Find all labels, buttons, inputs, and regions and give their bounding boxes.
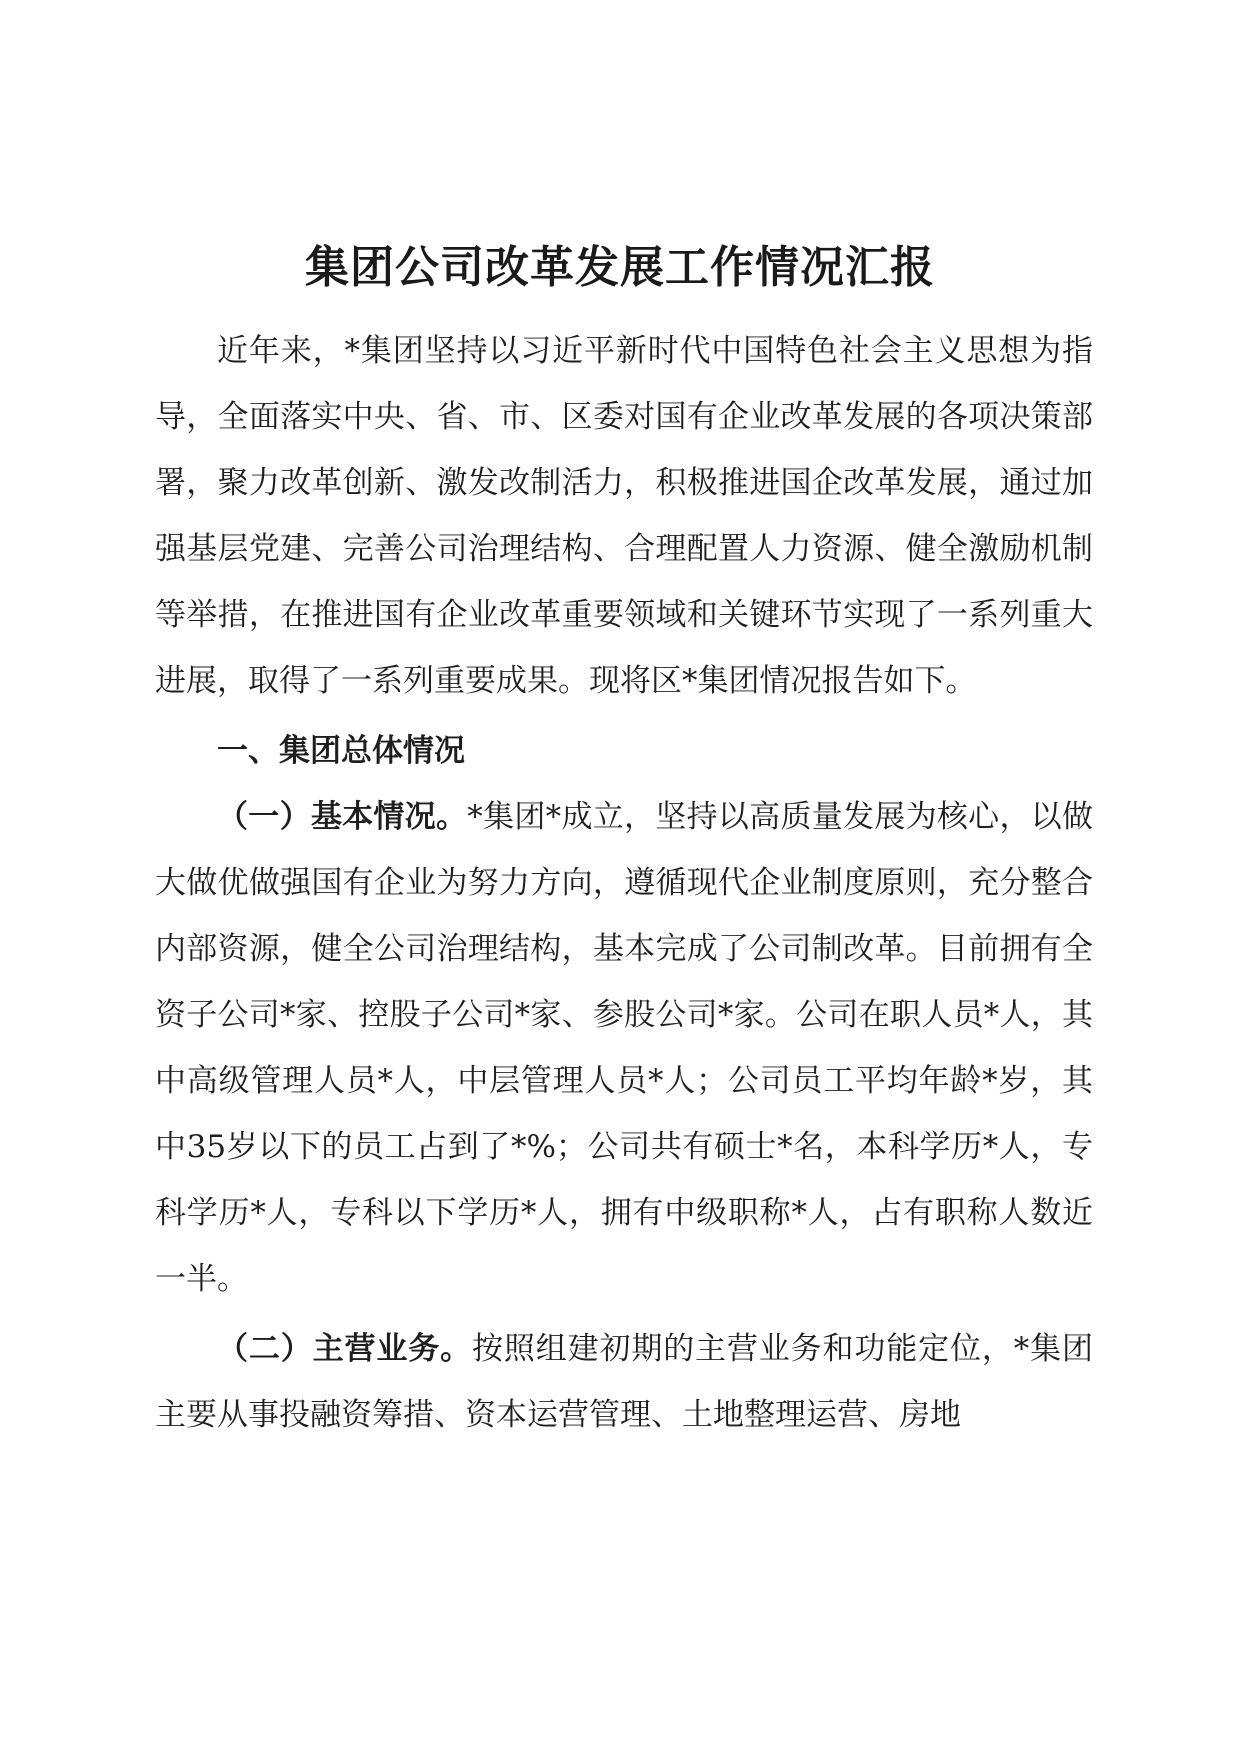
basic-situation-text: *集团*成立，坚持以高质量发展为核心，以做大做优做强国有企业为努力方向，遵循现代企业制度原则，充分整合内部资源，健全公司治理结构，基本完成了公司制改革。目前拥有全资子公司*家、控股子公司*家、参股公司*家。公司在职人员*人，其中高级管理人员*人，中层管理人员*人；公司员工平均年龄*岁，其中35岁以下的员工占到了*%；公司共有硕士*名，本科学历*人，专科学历*人，专科以下学历*人，拥有中级职称*人，占有职称人数近一半。 bbox=[155, 799, 1094, 1297]
document-title: 集团公司改革发展工作情况汇报 bbox=[305, 242, 935, 293]
main-business-text: 按照组建初期的主营业务和功能定位，*集团主要从事投融资筹措、资本运营管理、土地整理运营、房地 bbox=[155, 1331, 1094, 1433]
intro-paragraph: 近年来，*集团坚持以习近平新时代中国特色社会主义思想为指导，全面落实中央、省、市、区委对国有企业改革发展的各项决策部署，聚力改革创新、激发改制活力，积极推进国企改革发展，通过加强基层党建、完善公司治理结构、合理配置人力资源、健全激励机制等举措，在推进国有企业改革重要领域和关键环节实现了一系列重大进展，取得了一系列重要成果。现将区*集团情况报告如下。 bbox=[155, 333, 1093, 699]
document-body bbox=[155, 318, 1093, 1448]
section-heading-overall: 一、集团总体情况 bbox=[217, 733, 465, 769]
basic-situation-paragraph bbox=[155, 784, 1093, 1312]
main-business-lead: （二）主营业务。 bbox=[217, 1331, 472, 1367]
main-business-paragraph bbox=[155, 1316, 1093, 1448]
basic-situation-lead: （一）基本情况。 bbox=[217, 799, 468, 835]
